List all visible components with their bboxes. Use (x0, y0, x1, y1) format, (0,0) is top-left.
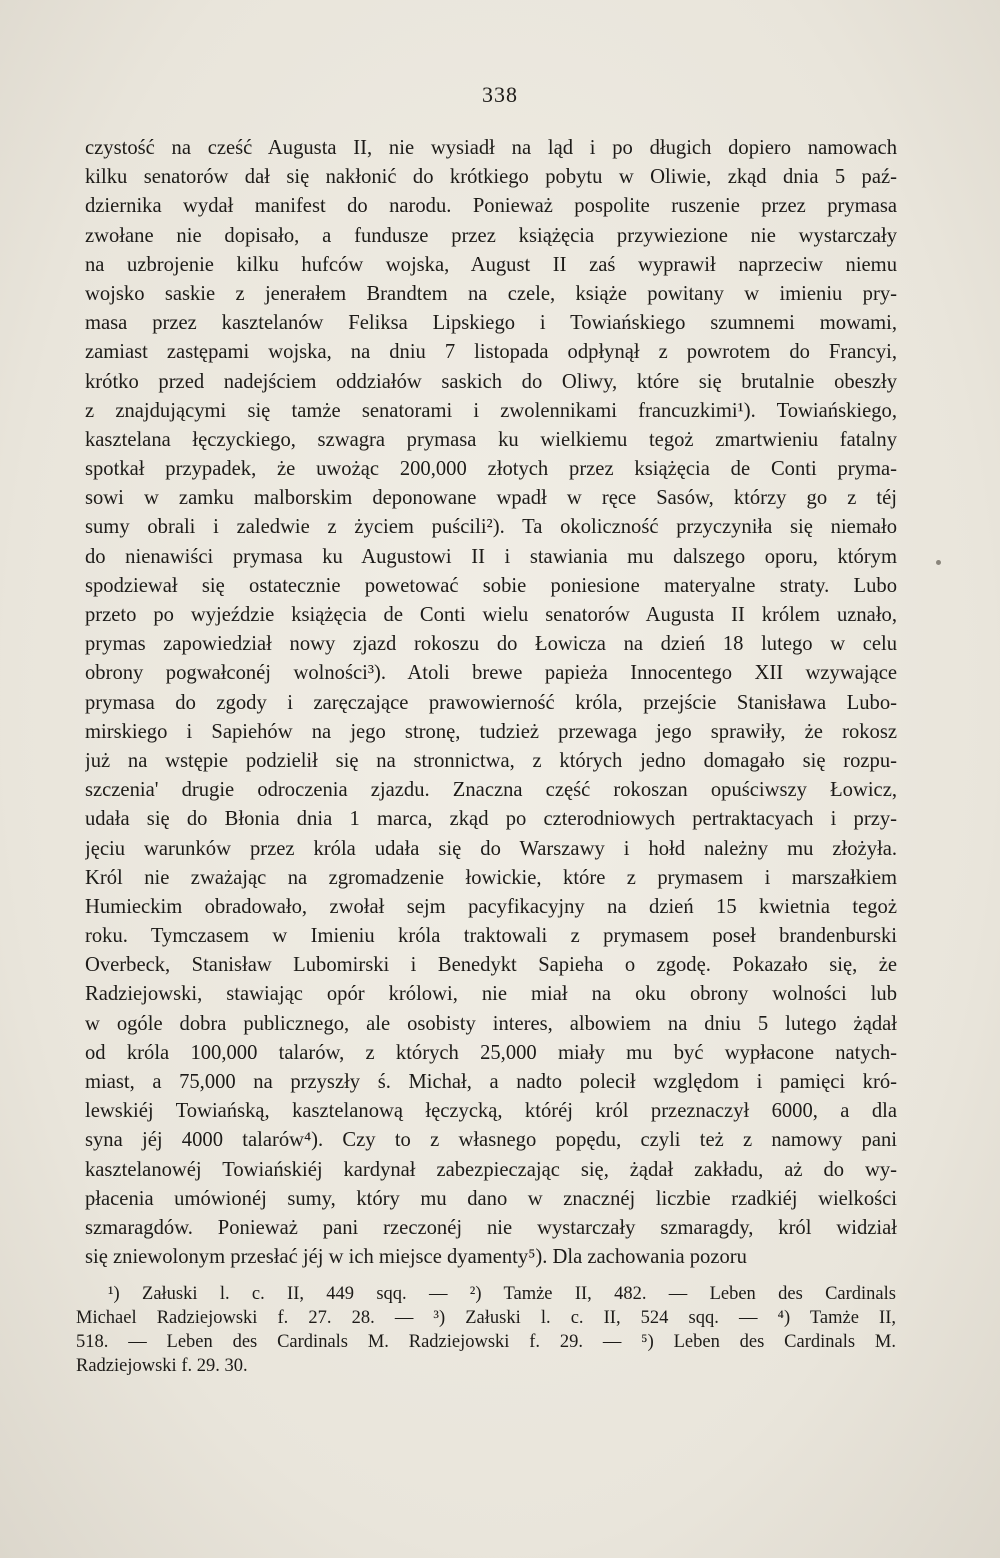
body-line: obrony pogwałconéj wolności³). Atoli brewe papieża Innocentego XII wzywające (85, 662, 897, 685)
body-line: kilku senatorów dał się nakłonić do krótkiego pobytu w Oliwie, zkąd dnia 5 paź- (85, 166, 897, 189)
body-line: już na wstępie podzielił się na stronnictwa, z których jedno domagało się rozpu- (85, 749, 897, 772)
body-line: na uzbrojenie kilku hufców wojska, August II zaś wyprawił naprzeciw niemu (85, 253, 897, 276)
body-line: sowi w zamku malborskim deponowane wpadł w ręce Sasów, którzy go z téj (85, 487, 897, 510)
body-line: spodziewał się ostatecznie powetować sobie poniesione materyalne straty. Lubo (85, 574, 897, 597)
body-line: zwołane nie dopisało, a fundusze przez książęcia przywiezione nie wystarczały (85, 224, 897, 247)
body-line: syna jéj 4000 talarów⁴). Czy to z własnego popędu, czyli też z namowy pani (85, 1129, 897, 1152)
body-line: się zniewolonym przesłać jéj w ich miejsce dyamenty⁵). Dla zachowania pozoru (85, 1246, 747, 1269)
body-line: przeto po wyjeździe książęcia de Conti wielu senatorów Augusta II królem uznało, (85, 604, 897, 626)
body-line: dziernika wydał manifest do narodu. Ponieważ pospolite ruszenie przez prymasa (85, 195, 897, 218)
body-line: szczenia' drugie odroczenia zjazdu. Znaczna część rokoszan opuściwszy Łowicz, (85, 779, 897, 802)
body-line: kasztelanowéj Towiańskiéj kardynał zabezpieczając się, żądał zakładu, aż do wy- (85, 1158, 897, 1181)
footnote-line: Radziejowski f. 29. 30. (76, 1356, 248, 1376)
body-line: w ogóle dobra publicznego, ale osobisty interes, albowiem na dniu 5 lutego żądał (85, 1012, 897, 1035)
body-line: czystość na cześć Augusta II, nie wysiadł na ląd i po długich dopiero namowach (85, 137, 897, 159)
footnote-line: 518. — Leben des Cardinals M. Radziejowski f. 29. — ⁵) Leben des Cardinals M. (76, 1332, 896, 1352)
body-line: Radziejowski, stawiając opór królowi, nie miał na oku obrony wolności lub (85, 983, 897, 1006)
body-line: szmaragdów. Ponieważ pani rzeczonéj nie wystarczały szmaragdy, król widział (85, 1216, 897, 1239)
body-line: roku. Tymczasem w Imieniu króla traktowali z prymasem poseł brandenburski (85, 925, 897, 948)
body-text (85, 134, 897, 1272)
body-line: Overbeck, Stanisław Lubomirski i Benedykt Sapieha o zgodę. Pokazało się, że (85, 954, 897, 977)
body-line: Król nie zważając na zgromadzenie łowickie, które z prymasem i marszałkiem (85, 866, 897, 889)
body-line: masa przez kasztelanów Feliksa Lipskiego i Towiańskiego szumnemi mowami, (85, 312, 897, 335)
body-line: udała się do Błonia dnia 1 marca, zkąd po czterodniowych pertraktacyach i przy- (85, 808, 897, 831)
ink-dot (936, 560, 941, 565)
body-line: prymas zapowiedział nowy zjazd rokoszu do Łowicza na dzień 18 lutego w celu (85, 633, 897, 656)
body-line: Humieckim obradowało, zwołał sejm pacyfikacyjny na dzień 15 kwietnia tegoż (85, 895, 897, 918)
body-line: miast, a 75,000 na przyszły ś. Michał, a nadto polecił względom i pamięci kró- (85, 1071, 897, 1093)
body-line: sumy obrali i zaledwie z życiem puścili²). Ta okoliczność przyczyniła się niemało (85, 516, 897, 539)
footnote-line: Michael Radziejowski f. 27. 28. — ³) Załuski l. c. II, 524 sqq. — ⁴) Tamże II, (76, 1308, 896, 1328)
body-line: z znajdującymi się tamże senatorami i zwolennikami francuzkimi¹). Towiańskiego, (85, 399, 897, 422)
page-number: 338 (482, 82, 518, 107)
body-line: mirskiego i Sapiehów na jego stronę, tudzież przewaga jego sprawiły, że rokosz (85, 720, 897, 743)
body-line: lewskiéj Towiańską, kasztelanową łęczycką, któréj król przeznaczył 6000, a dla (85, 1100, 897, 1123)
body-line: spotkał przypadek, że uwożąc 200,000 złotych przez książęcia de Conti pryma- (85, 458, 897, 481)
body-line: zamiast zastępami wojska, na dniu 7 listopada odpłynął z powrotem do Francyi, (85, 341, 897, 364)
body-line: wojsko saskie z jenerałem Brandtem na czele, książe powitany w imieniu pry- (85, 282, 897, 305)
footnotes (76, 1282, 896, 1378)
body-line: jęciu warunków przez króla udała się do Warszawy i hołd należny mu złożyła. (85, 837, 897, 860)
body-line: do nienawiści prymasa ku Augustowi II i stawiania mu dalszego oporu, którym (85, 545, 897, 568)
body-line: płacenia umówionéj sumy, który mu dano w znacznéj liczbie rzadkiéj wielkości (85, 1187, 897, 1210)
body-line: od króla 100,000 talarów, z których 25,000 miały mu być wypłacone natych- (85, 1041, 897, 1064)
body-line: krótko przed nadejściem oddziałów saskich do Oliwy, które się brutalnie obeszły (85, 370, 897, 393)
body-line: kasztelana łęczyckiego, szwagra prymasa ku wielkiemu tegoż zmartwieniu fatalny (85, 428, 897, 451)
footnote-line: ¹) Załuski l. c. II, 449 sqq. — ²) Tamże II, 482. — Leben des Cardinals (108, 1284, 896, 1304)
body-line: prymasa do zgody i zaręczające prawowierność króla, przejście Stanisława Lubo- (85, 691, 897, 714)
